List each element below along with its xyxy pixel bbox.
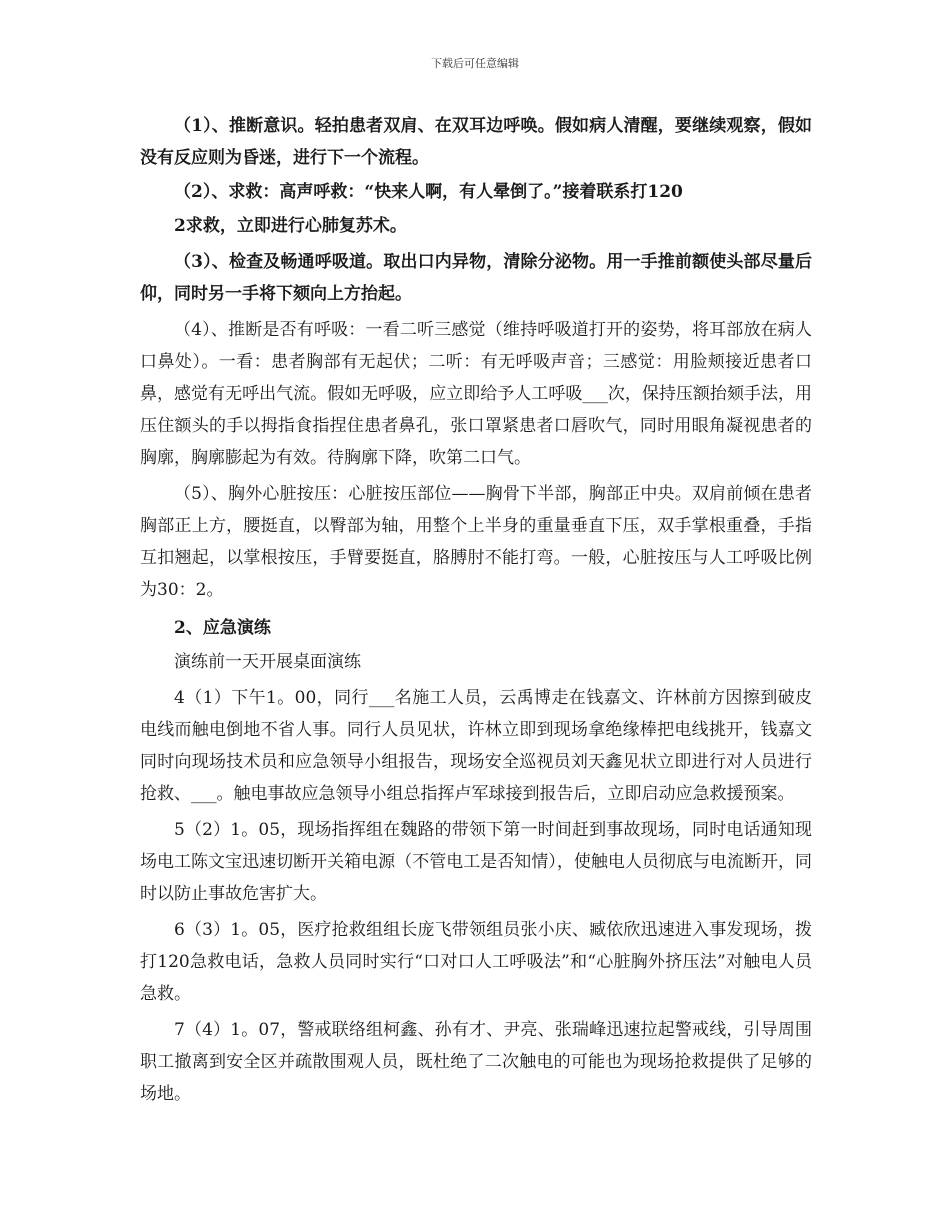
paragraph-drill-step-2: 5（2）1。05，现场指挥组在魏路的带领下第一时间赶到事故现场，同时电话通知现场电工陈文宝迅速切断开关箱电源（不管电工是否知情），使触电人员彻底与电流断开，同时以防止事故危害扩大。: [140, 820, 812, 904]
paragraph-step-3: （3）、检查及畅通呼吸道。取出口内异物，清除分泌物。用一手推前额使头部尽量后仰，同时另一手将下颏向上方抬起。: [140, 252, 812, 304]
paragraph-step-2-continued: 2求救，立即进行心肺复苏术。: [174, 216, 407, 236]
paragraph-step-2: （2）、求救：高声呼救：“快来人啊，有人晕倒了。”接着联系打120: [174, 182, 683, 202]
paragraph-step-1: （1）、推断意识。轻拍患者双肩、在双耳边呼唤。假如病人清醒，要继续观察，假如没有反应则为昏迷，进行下一个流程。: [140, 116, 812, 168]
paragraph-drill-step-4: 7（4）1。07，警戒联络组柯鑫、孙有才、尹亮、张瑞峰迅速拉起警戒线，引导周围职工撤离到安全区并疏散围观人员，既杜绝了二次触电的可能也为现场抢救提供了足够的场地。: [140, 1020, 812, 1104]
document-body: [140, 110, 812, 1110]
paragraph-drill-step-1: 4（1）下午1。00，同行___名施工人员，云禹博走在钱嘉文、许林前方因擦到破皮电线而触电倒地不省人事。同行人员见状，许林立即到现场拿绝缘棒把电线挑开，钱嘉文同时向现场技术员和应急领导小组报告，现场安全巡视员刘天鑫见状立即进行对人员进行抢救、___。触电事故应急领导小组总指挥卢军球接到报告后，立即启动应急救援预案。: [140, 688, 812, 804]
section-heading-drill: 2、应急演练: [174, 618, 271, 638]
paragraph-step-4: （4）、推断是否有呼吸：一看二听三感觉（维持呼吸道打开的姿势，将耳部放在病人口鼻处）。一看：患者胸部有无起伏；二听：有无呼吸声音；三感觉：用脸颊接近患者口鼻，感觉有无呼出气流。假如无呼吸，应立即给予人工呼吸___次，保持压额抬颏手法，用压住额头的手以拇指食指捏住患者鼻孔，张口罩紧患者口唇吹气，同时用眼角凝视患者的胸廓，胸廓膨起为有效。待胸廓下降，吹第二口气。: [140, 320, 812, 468]
page-header-note: 下载后可任意编辑: [431, 57, 519, 70]
paragraph-tabletop-drill: 演练前一天开展桌面演练: [174, 652, 361, 672]
paragraph-drill-step-3: 6（3）1。05，医疗抢救组组长庞飞带领组员张小庆、臧依欣迅速进入事发现场，拨打120急救电话，急救人员同时实行“口对口人工呼吸法”和“心脏胸外挤压法”对触电人员急救。: [140, 920, 812, 1004]
paragraph-step-5: （5）、胸外心脏按压：心脏按压部位——胸骨下半部，胸部正中央。双肩前倾在患者胸部正上方，腰挺直，以臀部为轴，用整个上半身的重量垂直下压，双手掌根重叠，手指互扣翘起，以掌根按压，手臂要挺直，胳膊肘不能打弯。一般，心脏按压与人工呼吸比例为30：2。: [140, 484, 812, 600]
